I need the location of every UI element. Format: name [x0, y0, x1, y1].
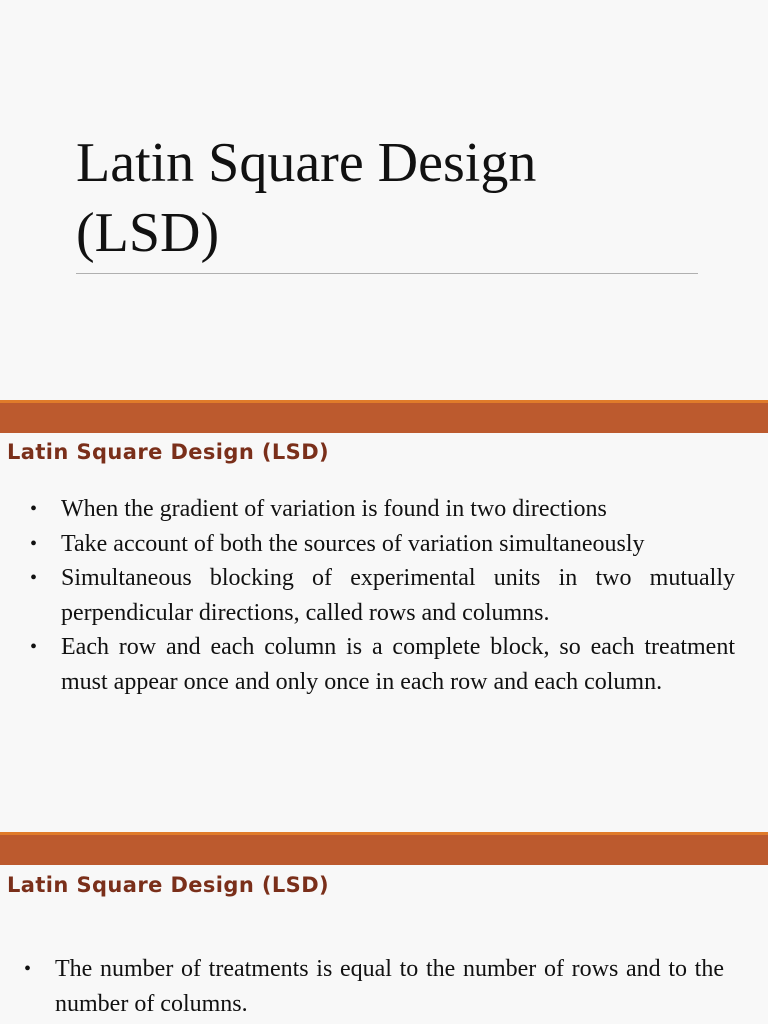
- bullet-item: [30, 527, 735, 562]
- bullet-text: Each row and each column is a complete block, so each treatment must appear once and only once in each row and each column.: [61, 634, 735, 695]
- bullet-text: Take account of both the sources of variation simultaneously: [61, 530, 645, 557]
- bullet-icon: •: [30, 636, 38, 658]
- bullet-list: [30, 492, 735, 699]
- slide-header-band: [0, 832, 768, 865]
- bullet-item: [30, 492, 735, 527]
- slide-header-band: [0, 400, 768, 433]
- bullet-text: The number of treatments is equal to the number of rows and to the number of columns.: [55, 956, 724, 1017]
- bullet-icon: •: [30, 498, 38, 520]
- title-underline: [76, 273, 698, 274]
- slide-heading: Latin Square Design (LSD): [7, 873, 330, 897]
- bullet-icon: •: [30, 532, 38, 555]
- bullet-item: [24, 952, 724, 1021]
- slide-heading: Latin Square Design (LSD): [7, 440, 330, 464]
- bullet-item: [30, 630, 735, 699]
- bullet-text: Simultaneous blocking of experimental units in two mutually perpendicular directions, called rows and columns.: [61, 565, 735, 626]
- bullet-list: [24, 952, 724, 1021]
- bullet-icon: •: [30, 567, 38, 589]
- slide-title: Latin Square Design (LSD): [76, 132, 537, 264]
- bullet-item: [30, 561, 735, 630]
- bullet-text: When the gradient of variation is found in two directions: [61, 496, 607, 522]
- bullet-icon: •: [24, 958, 32, 980]
